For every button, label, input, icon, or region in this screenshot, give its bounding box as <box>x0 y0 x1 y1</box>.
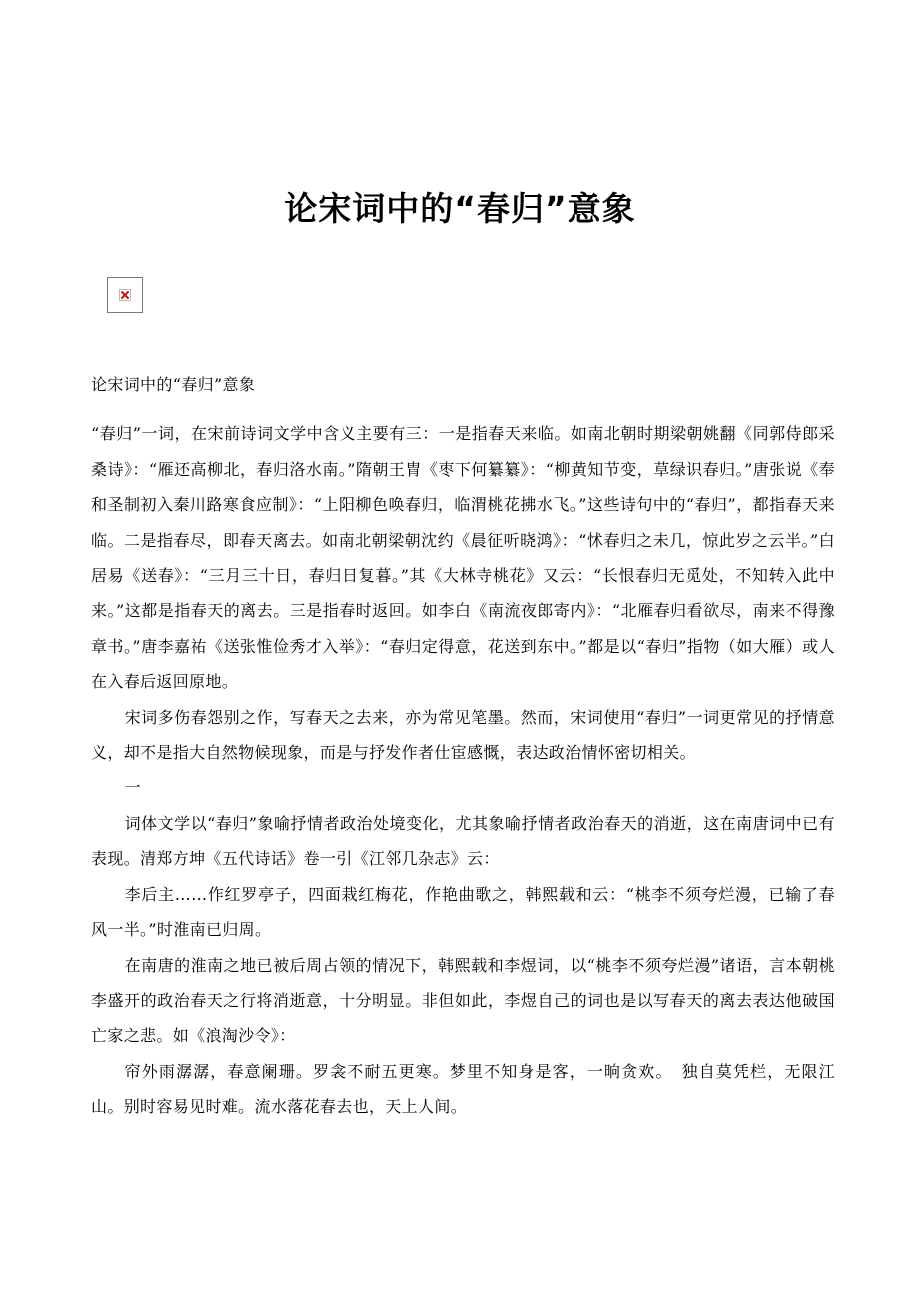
paragraph-nantang-ci: 词体文学以“春归”象喻抒情者政治处境变化，尤其象喻抒情者政治春天的消逝，这在南唐词中已有表现。清郑方坤《五代诗话》卷一引《江邻几杂志》云： <box>91 813 835 869</box>
paragraph-li-yu-analysis: 在南唐的淮南之地已被后周占领的情况下，韩熙载和李煜词，以“桃李不须夸烂漫”诸语，言本朝桃李盛开的政治春天之行将消逝意，十分明显。非但如此，李煜自己的词也是以写春天的离去表达他破国亡家之悲。如《浪淘沙令》： <box>91 955 835 1046</box>
document-title: 论宋词中的“春归”意象 <box>284 189 636 228</box>
paragraph-quote-han-xizai: 李后主……作红罗亭子，四面栽红梅花，作艳曲歌之，韩熙载和云：“桃李不须夸烂漫，已输了春风一半。”时淮南已归周。 <box>91 884 835 940</box>
paragraph-quote-langtaosha: 帘外雨潺潺，春意阑珊。罗衾不耐五更寒。梦里不知身是客，一晌贪欢。 独自莫凭栏，无限江山。别时容易见时难。流水落花春去也，天上人间。 <box>91 1061 835 1117</box>
broken-image-placeholder <box>107 277 143 313</box>
broken-image-icon <box>119 289 131 301</box>
document-subtitle: 论宋词中的“春归”意象 <box>91 375 256 394</box>
paragraph-chungui-meanings: “春归”一词，在宋前诗词文学中含义主要有三：一是指春天来临。如南北朝时期梁朝姚翻《同郭侍郎采桑诗》：“雁还高柳北，春归洛水南。”隋朝王胄《枣下何纂纂》：“柳黄知节变，草绿识春归。”唐张说《奉和圣制初入秦川路寒食应制》：“上阳柳色唤春归，临渭桃花拂水飞。”这些诗句中的“春归”，都指春天来临。二是指春尽，即春天离去。如南北朝梁朝沈约《晨征听晓鸿》：“怵春归之未几，惊此岁之云半。”白居易《送春》：“三月三十日，春归日复暮。”其《大林寺桃花》又云：“长恨春归无觅处，不知转入此中来。”这都是指春天的离去。三是指春时返回。如李白《南流夜郎寄内》：“北雁春归看欲尽，南来不得豫章书。”唐李嘉祐《送张惟俭秀才入举》：“春归定得意，花送到东中。”都是以“春归”指物（如大雁）或人在入春后返回原地。 <box>91 424 835 692</box>
document-body <box>91 367 835 1125</box>
section-number: 一 <box>124 778 141 798</box>
paragraph-song-ci-usage: 宋词多伤春怨别之作，写春天之去来，亦为常见笔墨。然而，宋词使用“春归”一词更常见的抒情意义，却不是指大自然物候现象，而是与抒发作者仕宦感慨，表达政治情怀密切相关。 <box>91 707 835 763</box>
